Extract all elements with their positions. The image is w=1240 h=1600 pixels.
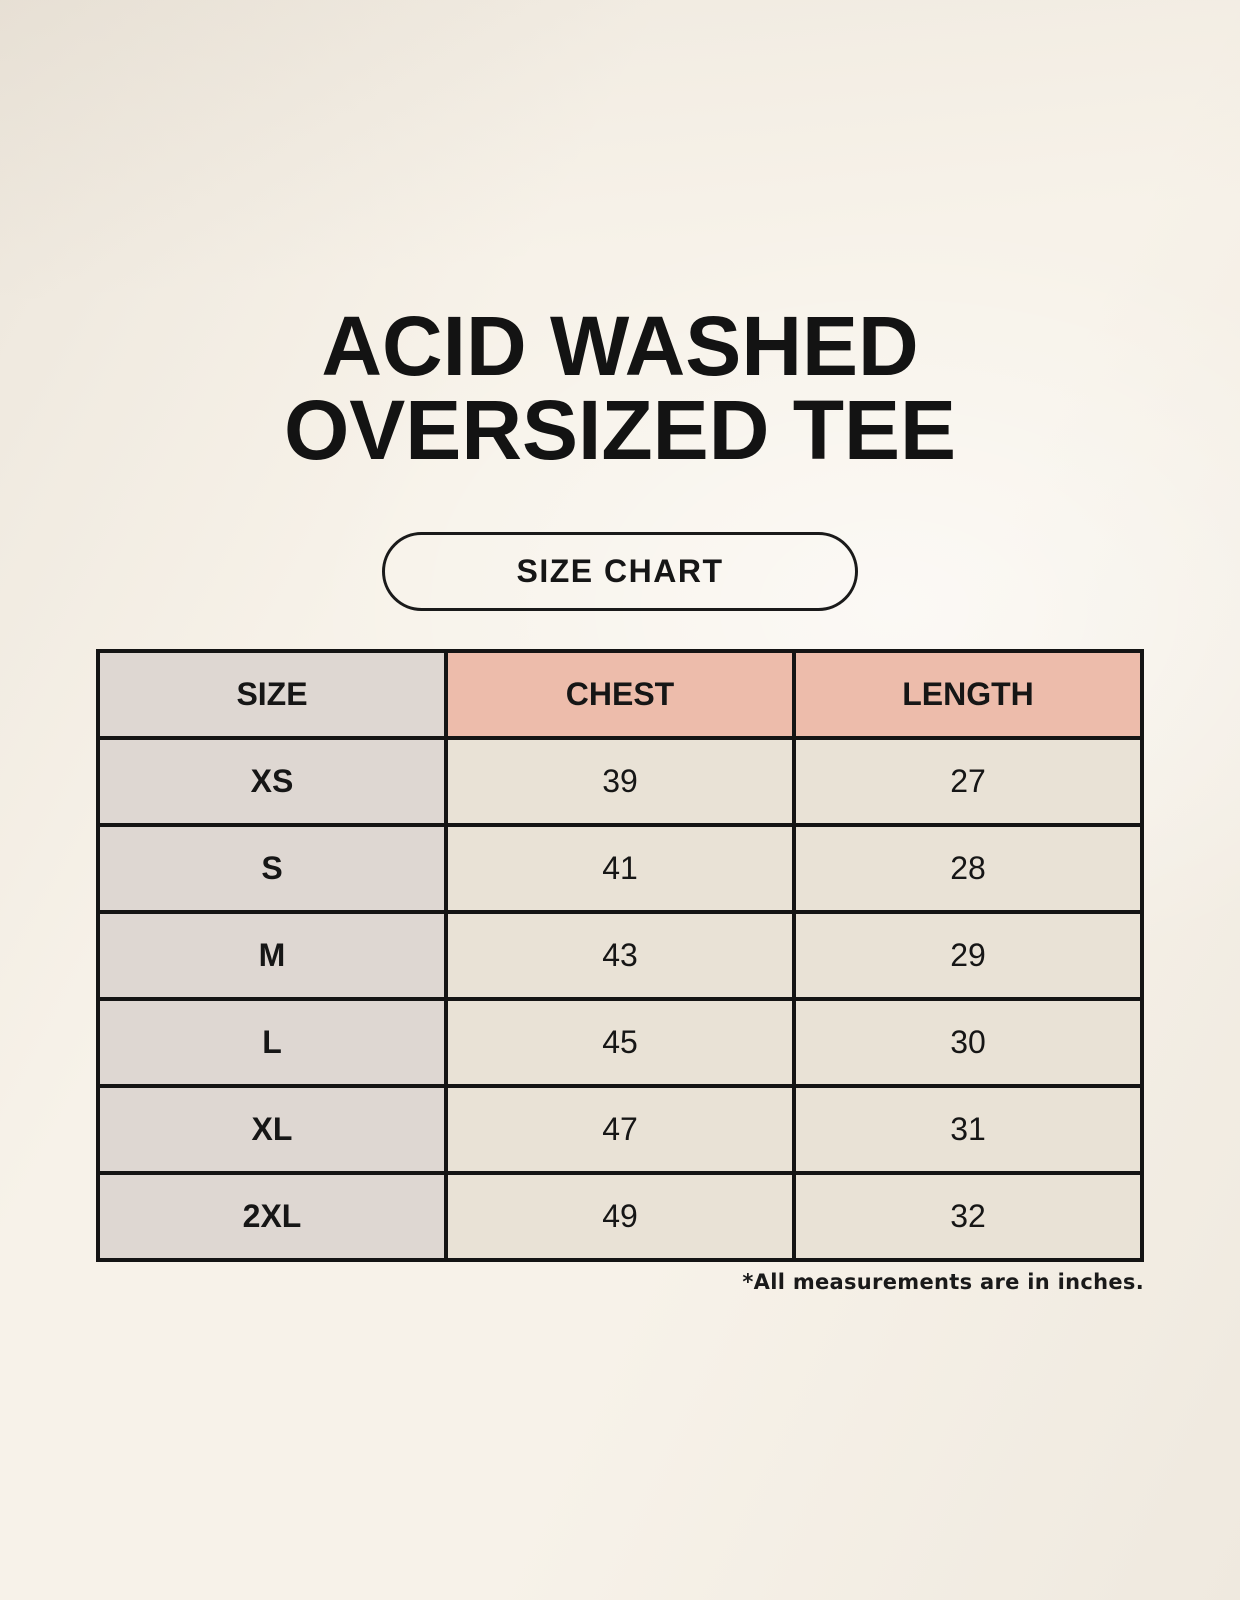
chest-value: 39: [446, 738, 794, 825]
size-label: M: [98, 912, 446, 999]
size-label: XL: [98, 1086, 446, 1173]
header-length: LENGTH: [794, 651, 1142, 738]
size-chart-button-container: [0, 532, 1240, 611]
product-title-line1: ACID WASHED: [321, 299, 919, 393]
size-chart-button-label: SIZE CHART: [516, 553, 724, 589]
length-value: 28: [794, 825, 1142, 912]
size-label: XS: [98, 738, 446, 825]
chest-value: 47: [446, 1086, 794, 1173]
header-chest: CHEST: [446, 651, 794, 738]
table-row: [98, 738, 1142, 825]
size-label: L: [98, 999, 446, 1086]
chest-value: 41: [446, 825, 794, 912]
chest-value: 49: [446, 1173, 794, 1260]
length-value: 30: [794, 999, 1142, 1086]
table-row: [98, 825, 1142, 912]
length-value: 29: [794, 912, 1142, 999]
length-value: 27: [794, 738, 1142, 825]
table-header-row: [98, 651, 1142, 738]
table-row: [98, 1173, 1142, 1260]
size-label: S: [98, 825, 446, 912]
size-chart-button[interactable]: [382, 532, 858, 611]
table-row: [98, 912, 1142, 999]
size-label: 2XL: [98, 1173, 446, 1260]
size-chart-table: [96, 649, 1144, 1262]
length-value: 32: [794, 1173, 1142, 1260]
product-title-line2: OVERSIZED TEE: [283, 383, 957, 477]
table-row: [98, 999, 1142, 1086]
chest-value: 45: [446, 999, 794, 1086]
header-size: SIZE: [98, 651, 446, 738]
chest-value: 43: [446, 912, 794, 999]
measurements-footnote: *All measurements are in inches.: [742, 1270, 1144, 1294]
length-value: 31: [794, 1086, 1142, 1173]
size-chart-table-container: [96, 649, 1144, 1294]
product-title: [0, 0, 1240, 477]
table-row: [98, 1086, 1142, 1173]
